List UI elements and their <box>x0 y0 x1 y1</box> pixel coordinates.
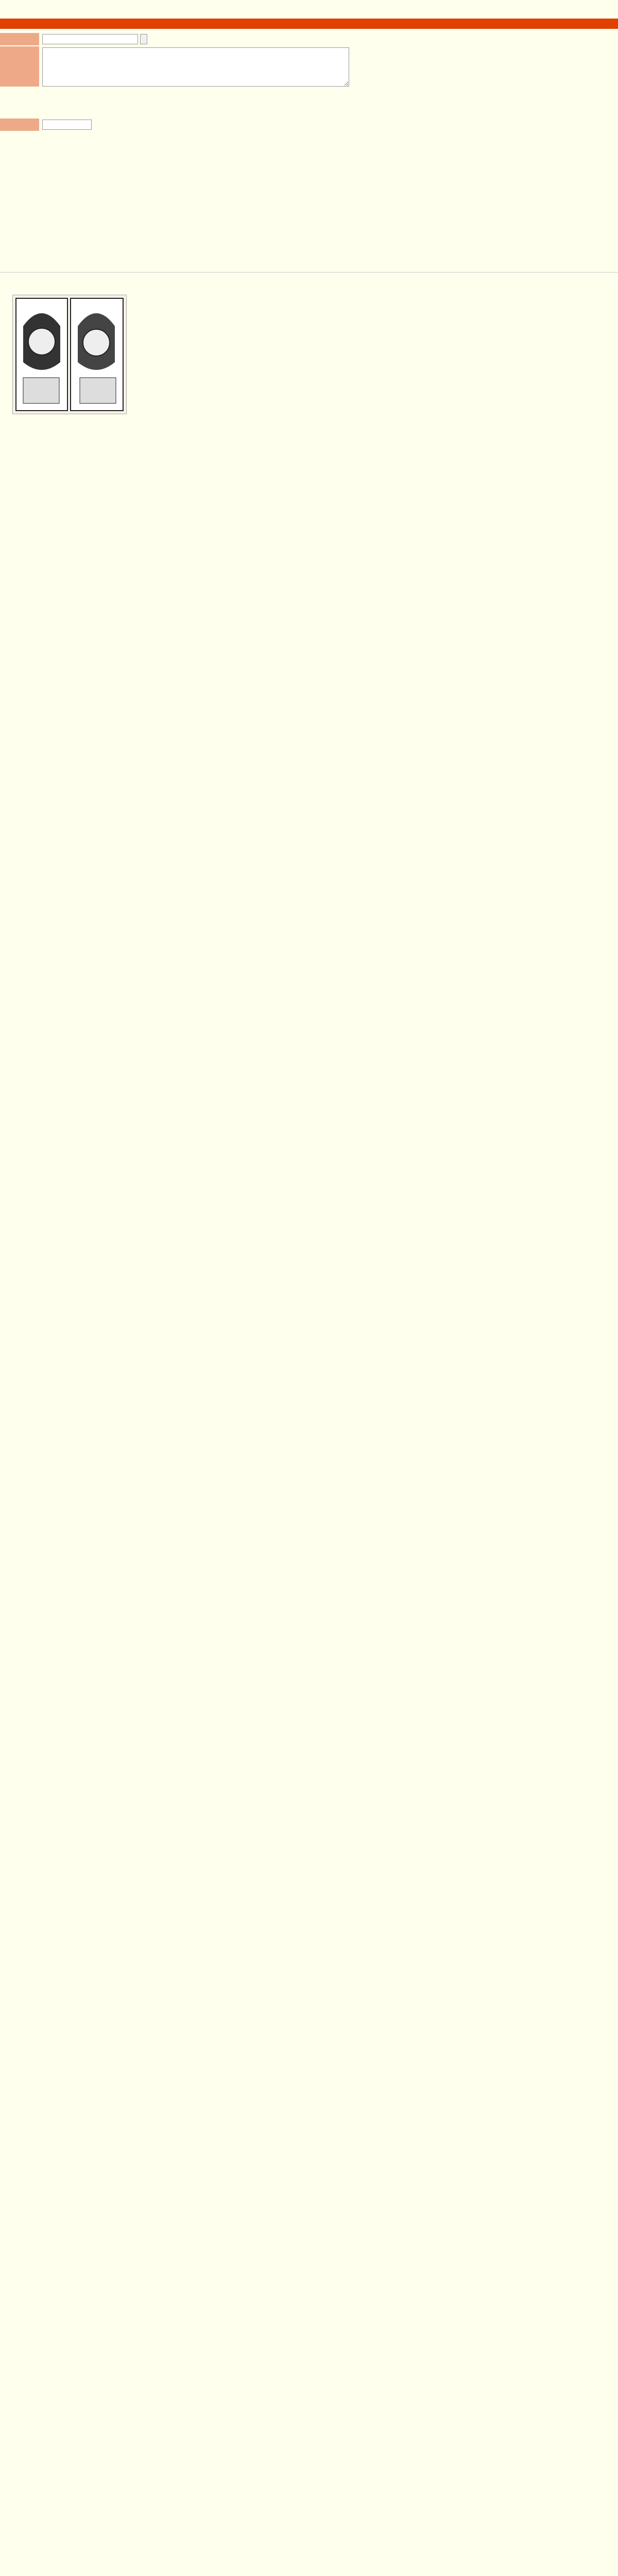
comment-textarea[interactable] <box>42 47 349 87</box>
comment-row <box>0 46 309 88</box>
email-label <box>0 33 39 45</box>
delkey-label <box>0 118 39 131</box>
email-field[interactable] <box>42 34 138 44</box>
delkey-field[interactable] <box>42 120 92 130</box>
comment-label <box>0 46 39 87</box>
op-thumbnail[interactable] <box>12 295 127 414</box>
manga-panel-icon <box>13 295 126 414</box>
reply-form <box>0 33 309 132</box>
delkey-row <box>0 118 309 132</box>
email-row <box>0 33 309 46</box>
submit-button[interactable] <box>140 34 147 44</box>
reply-mode-bar <box>0 19 618 29</box>
separator <box>0 272 618 273</box>
